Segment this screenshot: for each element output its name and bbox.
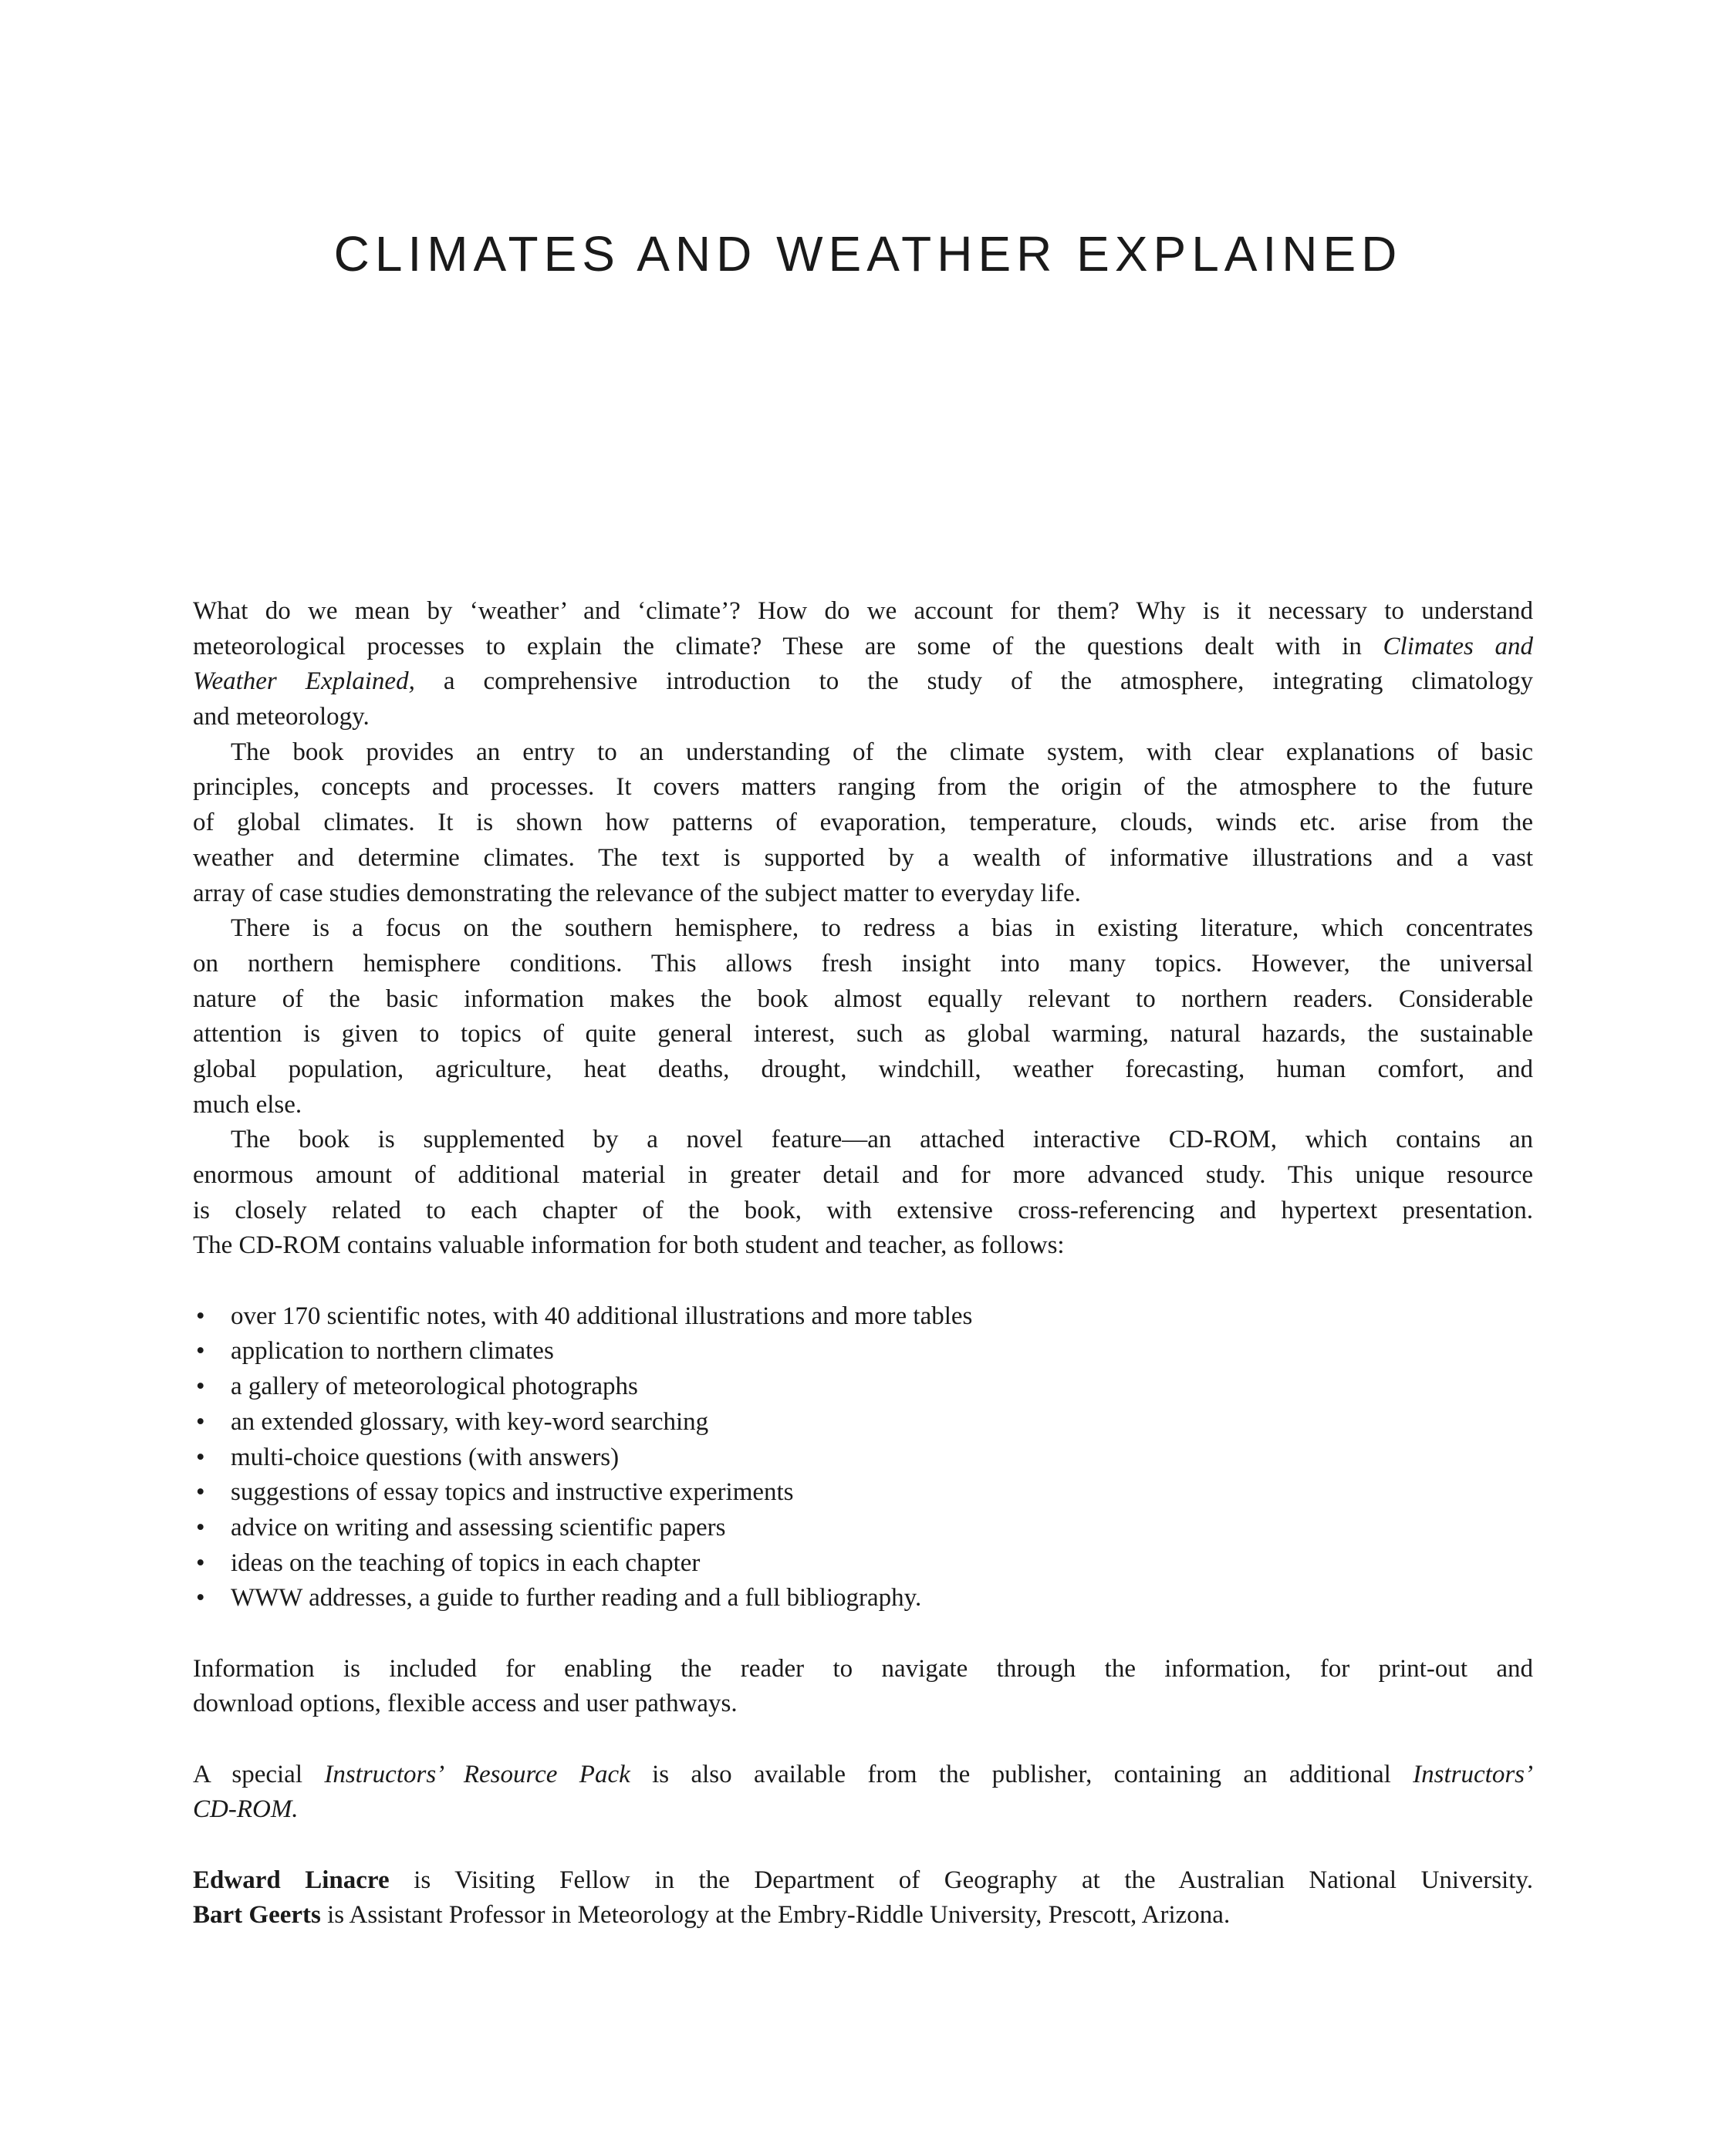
text-line <box>193 770 1533 805</box>
list-item-text: an extended glossary, with key-word searching <box>231 1407 709 1436</box>
text-segment: array of case studies demonstrating the relevance of the subject matter to everyday life. <box>193 879 1081 907</box>
text-line <box>193 1863 1533 1899</box>
list-item <box>193 1440 1533 1476</box>
text-segment: Instructors’ <box>1413 1760 1533 1788</box>
text-segment: The book is supplemented by a novel feature—an attached interactive CD-ROM, which contains an <box>231 1126 1533 1154</box>
text-line <box>193 700 1533 735</box>
text-segment: What do we mean by ‘weather’ and ‘climate’? How do we account for them? Why is it necessary to understand <box>193 597 1533 625</box>
paragraph <box>193 1652 1533 1722</box>
bullet-icon: • <box>196 1443 205 1471</box>
text-line <box>193 1687 1533 1722</box>
text-segment: There is a focus on the southern hemisphere, to redress a bias in existing literature, which concentrates <box>231 914 1533 943</box>
text-segment: is also available from the publisher, containing an additional <box>630 1760 1413 1788</box>
text-segment: and meteorology. <box>193 703 370 731</box>
spacer <box>193 1264 1533 1299</box>
text-line <box>193 1158 1533 1194</box>
list-item-text: over 170 scientific notes, with 40 additional illustrations and more tables <box>231 1302 973 1330</box>
text-segment: weather and determine climates. The text is supported by a wealth of informative illustrations and a vast <box>193 843 1533 872</box>
text-line <box>193 630 1533 665</box>
spacer <box>193 1616 1533 1652</box>
text-line <box>193 1017 1533 1052</box>
text-segment: a comprehensive introduction to the study of the atmosphere, integrating climatology <box>414 667 1533 696</box>
text-line <box>193 1898 1533 1933</box>
text-line <box>193 841 1533 876</box>
text-line <box>193 1652 1533 1687</box>
author-name: Edward Linacre <box>193 1866 390 1894</box>
text-line <box>193 805 1533 841</box>
bullet-icon: • <box>196 1513 205 1542</box>
list-item-text: WWW addresses, a guide to further reading and a full bibliography. <box>231 1584 922 1613</box>
text-line <box>193 911 1533 947</box>
text-line <box>193 1228 1533 1264</box>
list-item <box>193 1511 1533 1546</box>
list-item-text: application to northern climates <box>231 1337 554 1366</box>
feature-list <box>193 1299 1533 1616</box>
bullet-icon: • <box>196 1584 205 1613</box>
bullet-icon: • <box>196 1302 205 1330</box>
bullet-icon: • <box>196 1407 205 1436</box>
text-segment: Information is included for enabling the reader to navigate through the information, for print-out and <box>193 1654 1533 1683</box>
list-item <box>193 1546 1533 1582</box>
author-bios <box>193 1863 1533 1933</box>
bullet-icon: • <box>196 1373 205 1401</box>
blurb-body <box>193 594 1533 1933</box>
list-item-text: ideas on the teaching of topics in each chapter <box>231 1548 701 1577</box>
text-segment: Weather Explained, <box>193 667 415 696</box>
bullet-icon: • <box>196 1548 205 1577</box>
text-segment: nature of the basic information makes the book almost equally relevant to northern readers. Considerable <box>193 984 1533 1013</box>
text-line <box>193 1194 1533 1229</box>
text-segment: A special <box>193 1760 325 1788</box>
list-item <box>193 1299 1533 1335</box>
spacer <box>193 1828 1533 1863</box>
paragraph <box>193 911 1533 1123</box>
list-item-text: multi-choice questions (with answers) <box>231 1443 620 1471</box>
text-line <box>193 594 1533 630</box>
text-segment: enormous amount of additional material in greater detail and for more advanced study. This unique resource <box>193 1161 1533 1189</box>
book-title: CLIMATES AND WEATHER EXPLAINED <box>333 226 1403 282</box>
text-segment: The CD-ROM contains valuable information for both student and teacher, as follows: <box>193 1231 1065 1260</box>
list-item-text: suggestions of essay topics and instructive experiments <box>231 1478 794 1507</box>
text-segment: CD-ROM. <box>193 1795 299 1824</box>
list-item <box>193 1405 1533 1440</box>
text-line <box>193 947 1533 982</box>
text-segment: of global climates. It is shown how patterns of evaporation, temperature, clouds, winds etc. arise from the <box>193 809 1533 837</box>
list-item <box>193 1475 1533 1511</box>
spacer <box>193 1722 1533 1758</box>
text-segment: on northern hemisphere conditions. This allows fresh insight into many topics. However, the universal <box>193 949 1533 978</box>
text-segment: meteorological processes to explain the climate? These are some of the questions dealt with in <box>193 632 1383 660</box>
text-segment: attention is given to topics of quite general interest, such as global warming, natural hazards, the sustainable <box>193 1020 1533 1049</box>
bullet-icon: • <box>196 1478 205 1507</box>
paragraph <box>193 735 1533 911</box>
text-line <box>193 876 1533 912</box>
text-line <box>193 664 1533 700</box>
text-line <box>193 735 1533 771</box>
text-line <box>193 982 1533 1018</box>
text-segment: is closely related to each chapter of the book, with extensive cross-referencing and hypertext presentation. <box>193 1196 1533 1224</box>
text-segment: global population, agriculture, heat deaths, drought, windchill, weather forecasting, human comfort, and <box>193 1055 1533 1083</box>
author-name: Bart Geerts <box>193 1901 321 1930</box>
list-item-text: a gallery of meteorological photographs <box>231 1373 638 1401</box>
text-line <box>193 1052 1533 1088</box>
list-item <box>193 1334 1533 1369</box>
text-segment: Instructors’ Resource Pack <box>324 1760 630 1788</box>
text-segment: is Visiting Fellow in the Department of Geography at the Australian National University. <box>389 1866 1533 1894</box>
text-segment: The book provides an entry to an understanding of the climate system, with clear explanations of basic <box>231 738 1533 766</box>
bullet-icon: • <box>196 1337 205 1366</box>
text-segment: much else. <box>193 1090 302 1119</box>
text-line <box>193 1123 1533 1158</box>
text-segment: download options, flexible access and user pathways. <box>193 1690 738 1718</box>
text-line <box>193 1088 1533 1123</box>
paragraph <box>193 594 1533 735</box>
text-segment: principles, concepts and processes. It covers matters ranging from the origin of the atmosphere to the future <box>193 773 1533 802</box>
list-item-text: advice on writing and assessing scientific papers <box>231 1513 726 1542</box>
text-line <box>193 1792 1533 1828</box>
list-item <box>193 1581 1533 1616</box>
list-item <box>193 1369 1533 1405</box>
text-segment: is Assistant Professor in Meteorology at the Embry-Riddle University, Prescott, Arizona. <box>320 1901 1231 1930</box>
text-line <box>193 1758 1533 1793</box>
text-segment: Climates and <box>1383 632 1533 660</box>
paragraph <box>193 1758 1533 1828</box>
paragraph <box>193 1123 1533 1264</box>
